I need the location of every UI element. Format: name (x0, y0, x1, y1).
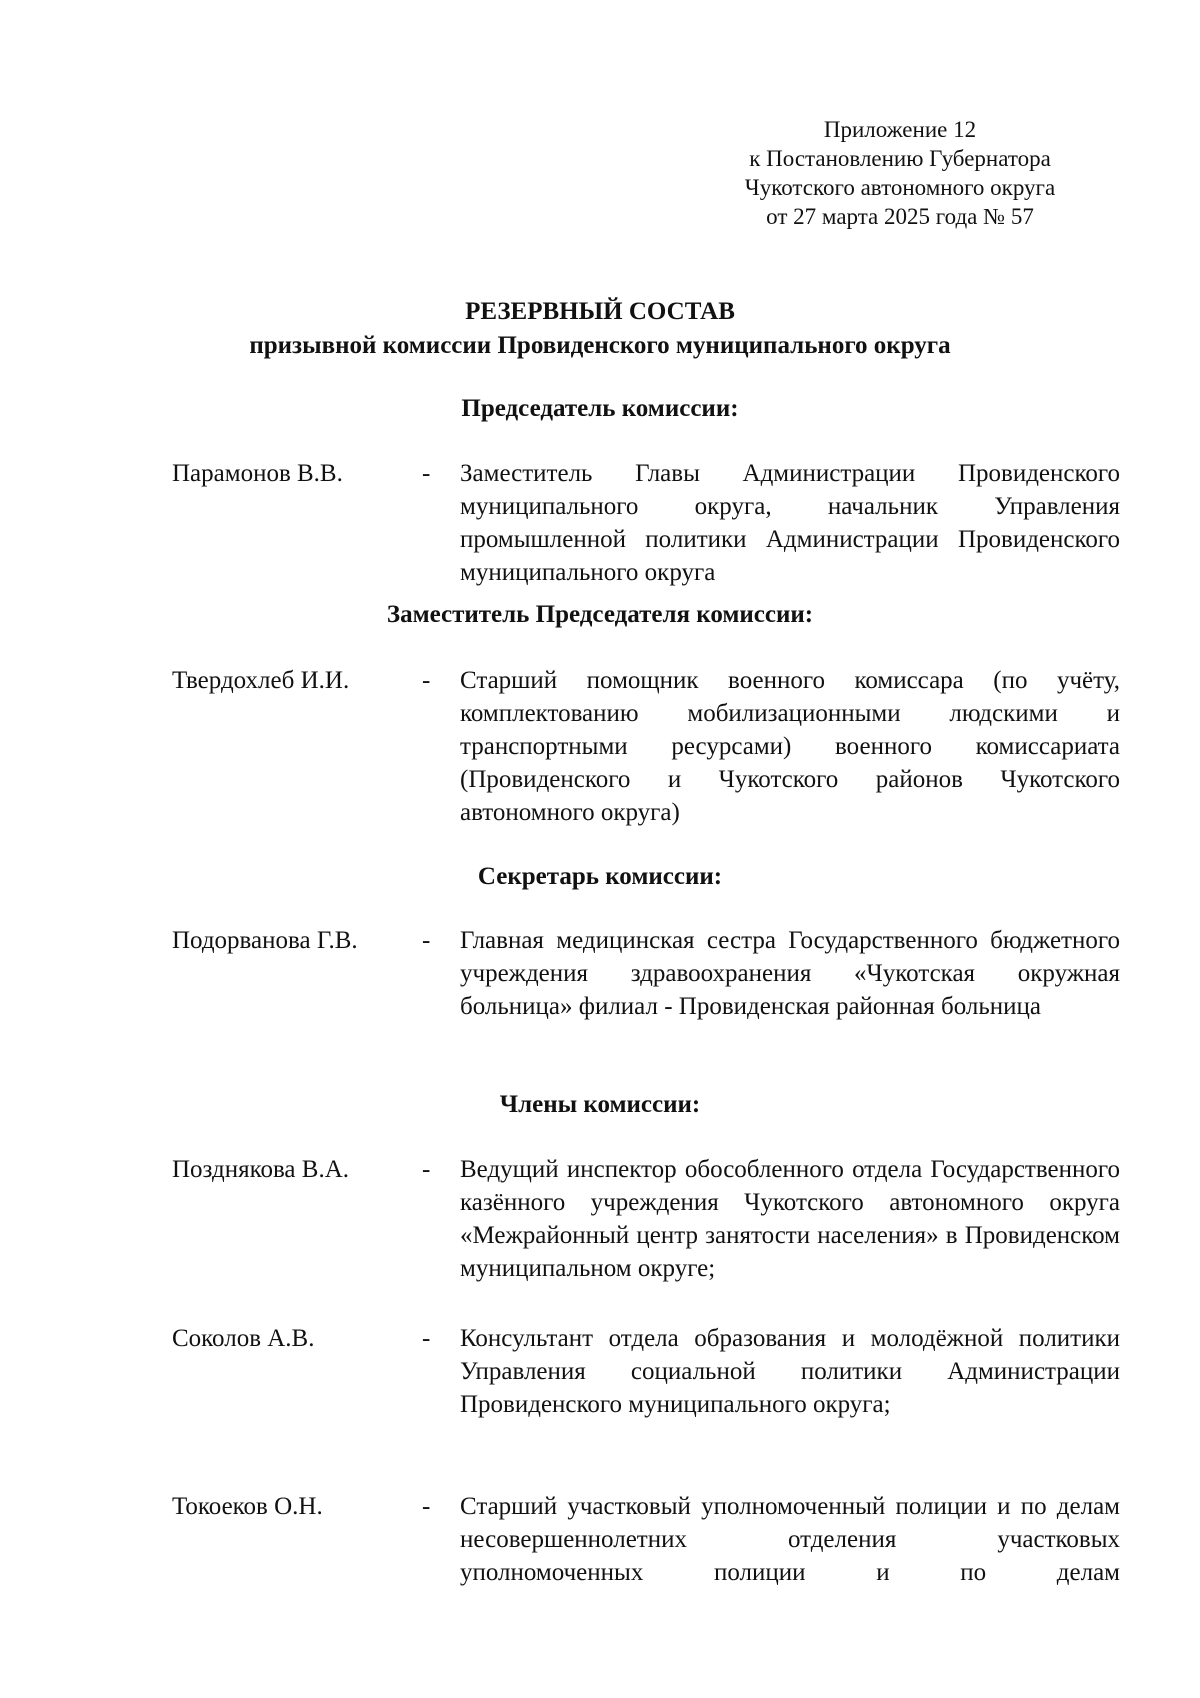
member-position: Главная медицинская сестра Государственного бюджетного учреждения здравоохранения «Чукотская окружная больница» филиал - Провиденская районная больница (460, 927, 1120, 1020)
separator-dash: - (422, 927, 431, 954)
member-name: Подорванова Г.В. (172, 927, 358, 954)
appendix-line-3: Чукотского автономного округа (744, 175, 1056, 200)
members-heading: Члены комиссии: (499, 1091, 701, 1118)
deputy-heading: Заместитель Председателя комиссии: (386, 601, 814, 628)
member-name: Токоеков О.Н. (172, 1493, 323, 1520)
appendix-line-2: к Постановлению Губернатора (749, 146, 1051, 171)
separator-dash: - (422, 1325, 431, 1352)
document-title (0, 295, 1200, 363)
member-position: Старший помощник военного комиссара (по учёту, комплектованию мобилизационными людскими и транспортными ресурсами) военного комиссариата (Провиденского и Чукотского районов Чукотского автономного округа) (460, 667, 1120, 826)
chairman-heading: Председатель комиссии: (461, 395, 739, 422)
appendix-line-1: Приложение 12 (823, 117, 977, 142)
member-position: Заместитель Главы Администрации Провиденского муниципального округа, начальник Управления промышленной политики Администрации Провиденского муниципального округа (460, 460, 1120, 586)
appendix-block (700, 115, 1100, 231)
title-line-1: РЕЗЕРВНЫЙ СОСТАВ (465, 298, 735, 325)
separator-dash: - (422, 667, 431, 694)
member-position: Консультант отдела образования и молодёжной политики Управления социальной политики Администрации Провиденского муниципального округа; (460, 1325, 1120, 1418)
separator-dash: - (422, 1493, 431, 1520)
member-name: Позднякова В.А. (172, 1156, 350, 1183)
member-position: Ведущий инспектор обособленного отдела Государственного казённого учреждения Чукотского автономного округа «Межрайонный центр занятости населения» в Провиденском муниципальном округе; (460, 1156, 1120, 1282)
separator-dash: - (422, 460, 431, 487)
member-position: Старший участковый уполномоченный полиции и по делам несовершеннолетних отделения участковых уполномоченных полиции и по делам (460, 1493, 1120, 1586)
appendix-line-4: от 27 марта 2025 года № 57 (766, 204, 1034, 229)
separator-dash: - (422, 1156, 431, 1183)
member-name: Парамонов В.В. (172, 460, 343, 487)
secretary-heading: Секретарь комиссии: (477, 863, 723, 890)
member-name: Соколов А.В. (172, 1325, 315, 1352)
title-line-2: призывной комиссии Провиденского муниципального округа (249, 332, 951, 359)
member-name: Твердохлеб И.И. (172, 667, 350, 694)
